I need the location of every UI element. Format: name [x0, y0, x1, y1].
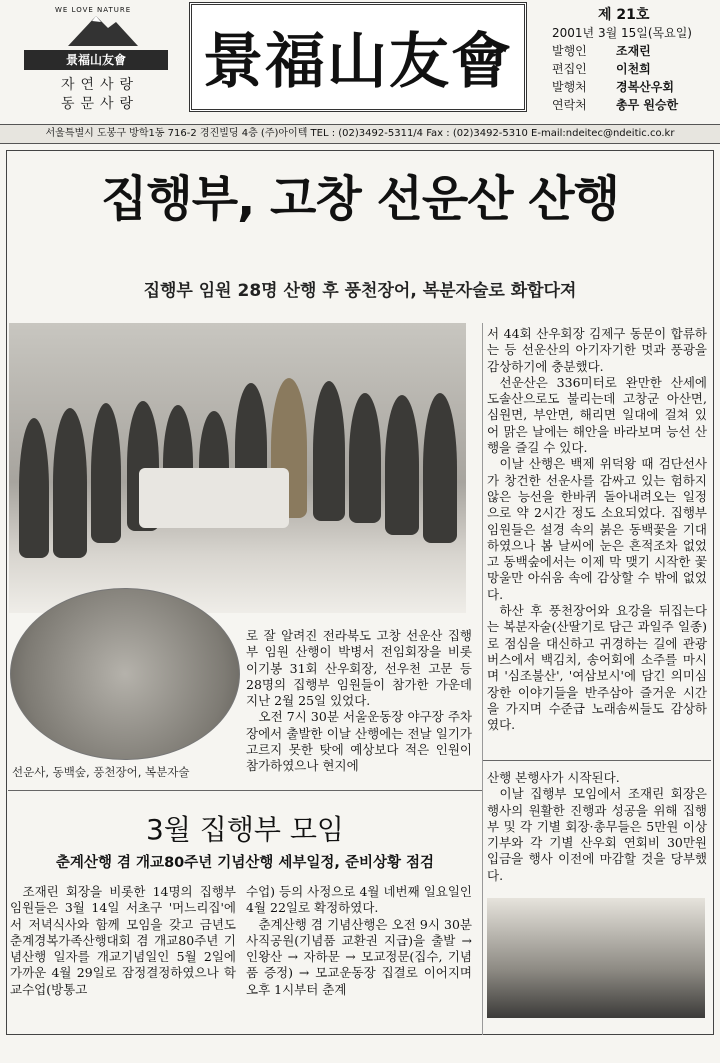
- slogan-alumni: 동문사랑: [60, 96, 140, 112]
- publisher-row: 발행인 조재린: [552, 44, 651, 58]
- contact-row: 연락처 총무 원승한: [552, 98, 679, 112]
- meeting-photo: [487, 898, 705, 1018]
- article2-mid-column: 수업) 등의 사정으로 4월 네번째 일요일인 4월 22일로 확정하였다. 춘계산행 겸 기념산행은 오전 9시 30분 사직공원(기념품 교환권 지급)을 출발 → 인왕산 → 자하문 → 모교정문(집수, 기념품 증정) → 모교운동장 집결로 이어지며 오후 1시부터 춘계: [246, 884, 472, 997]
- article2-right-column: 산행 본행사가 시작된다. 이날 집행부 모임에서 조재린 회장은 행사의 원활한 진행과 성공을 위해 집행부 및 각 기별 회장·총무들은 5만원 이상 기부와 각 기별 산우회 연회비 30만원 입금을 행사 이전에 마감할 것을 당부했다.: [487, 770, 707, 883]
- mountain-inset-photo: [10, 588, 240, 760]
- newspaper-title: 景福山友會: [203, 27, 513, 97]
- article2-subtitle: 춘계산행 겸 개교80주년 기념산행 세부일정, 준비상황 점검: [55, 855, 435, 871]
- column-divider: [482, 323, 483, 1035]
- issuer-row: 발행처 경복산우회: [552, 80, 674, 94]
- section-rule: [8, 790, 482, 791]
- headline: 집행부, 고창 선운산 산행: [100, 171, 620, 227]
- mountain-icon: [68, 12, 138, 46]
- slogan-nature: 자연사랑: [60, 77, 140, 93]
- article1-right-column: 서 44회 산우회장 김제구 동문이 합류하는 등 선운산의 아기자기한 멋과 풍광을 감상하기에 충분했다. 선운산은 336미터로 완만한 산세에 도솔산으로도 불리는데 고창군 아산면, 심원면, 부안면, 해리면 일대에 걸쳐 있어 맑은 날에는 해안을 바라보며 능선 산행을 즐길 수 있다. 이날 산행은 백제 위덕왕 때 검단선사가 창건한 선운사를 감싸고 있는 험하지 않은 능선을 한바퀴 돌아내려오는 일정으로 약 2시간 정도 소요되었다. 집행부 임원들은 설경 속의 붉은 동백꽃을 기대하였으나 봄 날씨에 눈은 흔적조차 없었고 동백숲에서는 이제 막 맺기 시작한 꽃망울만 아쉬움 속에 감상할 수 밖에 없었다. 하산 후 풍천장어와 요강을 뒤집는다는 복분자술(산딸기로 담근 과일주 일종)로 점심을 대신하고 귀경하는 길에 관광버스에서 백김치, 송어회에 소주를 마시며 '심조불산', '여삼보시'에 담긴 의미심장한 이야기들을 반주삼아 즐거운 시간을 가지며 수준급 노래솜씨들도 감상하였다.: [487, 326, 707, 733]
- section-rule-right: [483, 760, 711, 761]
- article2-left-column: 조재린 회장을 비롯한 14명의 집행부 임원들은 3월 14일 서초구 '머느리집'에서 저녁식사와 함께 모임을 갖고 금년도 춘계경복가족산행대회 겸 개교80주년 기념산행 일자를 개교기념일인 5월 2일에 가까운 4월 29일로 잠정결정하였으나 학교수업(방통고: [10, 884, 236, 997]
- group-photo: [9, 323, 466, 613]
- issue-number: 제 21호: [598, 7, 650, 23]
- article2-title: 3월 집행부 모임: [146, 813, 344, 846]
- photo-caption: 선운사, 동백숲, 풍천장어, 복분자술: [12, 765, 190, 779]
- article1-mid-column: 로 잘 알려진 전라북도 고창 선운산 집행부 임원 산행이 박병서 전임회장을 비롯 이기봉 31회 산우회장, 선우천 고문 등 28명의 집행부 임원들이 참가한 가운데 지난 2월 25일 있었다. 오전 7시 30분 서울운동장 야구장 주차장에서 출발한 이날 산행에는 전날 일기가 고르지 못한 탓에 예상보다 적은 인원이 참가하였으나 현지에: [246, 628, 472, 774]
- editor-row: 편집인 이천희: [552, 62, 651, 76]
- logo-motto: WE LOVE NATURE: [55, 6, 132, 14]
- address-bar: 서울특별시 도봉구 방학1동 716-2 경진빌딩 4층 (주)아이텍 TEL : (02)3492-5311/4 Fax : (02)3492-5310 E-mail:ndeitec@ndeitic.co.kr: [0, 124, 720, 144]
- logo-band: 景福山友會: [24, 50, 168, 70]
- issue-date: 2001년 3월 15일(목요일): [552, 26, 692, 40]
- subheadline: 집행부 임원 28명 산행 후 풍천장어, 복분자술로 화합다져: [143, 281, 577, 301]
- newspaper-title-box: [189, 2, 527, 112]
